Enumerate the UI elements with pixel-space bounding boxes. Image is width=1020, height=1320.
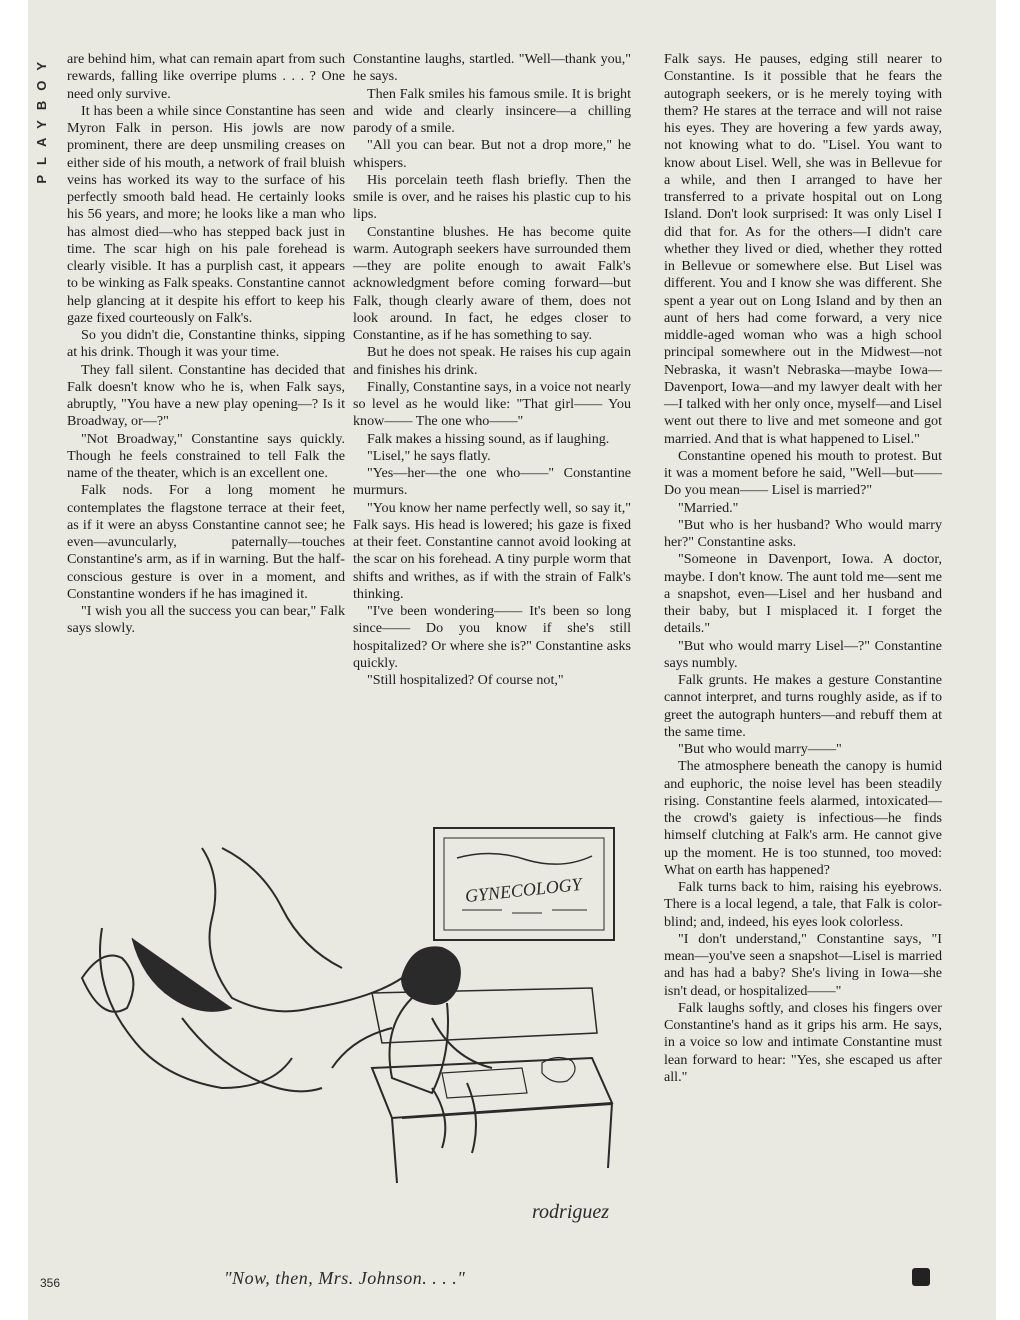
text-column-3	[664, 51, 942, 1086]
paragraph: Falk turns back to him, raising his eyebrows. There is a local legend, a tale, that Falk is color-blind; and, indeed, his eyes look colorless.	[664, 879, 942, 930]
paragraph: Falk says. He pauses, edging still nearer to Constantine. Is it possible that he fears the autograph seekers, or is he merely toying with them? He stares at the terrace and will not raise his eyes. They are hovering a few yards away, not knowing what to do. "Lisel. You want to know about Lisel. Well, she was in Bellevue for a while, and then I arranged to have her transferred to a private hospital out on Long Island. Don't look surprised: It was only Lisel I did that for. As for the others—I didn't care whether they lived or died, whether they rotted in Bellevue or somewhere else. But Lisel was different. You and I know she was different. She spent a year out on Long Island and by then an aunt of hers had come forward, a very nice middle-aged woman who was a high school principal somewhere out in the Midwest—not Nebraska, it wasn't Nebraska—maybe Iowa—Davenport, Iowa—and my lawyer dealt with her—I talked with her only once, myself—and Lisel went out there to live and met someone and got married. And that is what happened to Lisel."	[664, 51, 942, 447]
patient-figure	[82, 848, 402, 1091]
paragraph: "I wish you all the success you can bear," Falk says slowly.	[67, 603, 345, 637]
magazine-page	[28, 0, 996, 1320]
paragraph: His porcelain teeth flash briefly. Then the smile is over, and he raises his plastic cup to his lips.	[353, 171, 631, 223]
paragraph: "But who would marry——"	[678, 741, 842, 757]
masthead: PLAYBOY	[34, 52, 49, 184]
playboy-bunny-logo-icon	[912, 1268, 930, 1286]
paragraph: Falk nods. For a long moment he contemplates the flagstone terrace at their feet, as if it were an abyss Constantine cannot see; he even—avuncularly, paternally—touches Constantine's arm, as if in warning. But the half-conscious gesture is over in a moment, and Constantine wonders if he has imagined it.	[67, 482, 345, 602]
paragraph: "All you can bear. But not a drop more," he whispers.	[353, 137, 631, 171]
paragraph: So you didn't die, Constantine thinks, sipping at his drink. Though it was your time.	[67, 327, 345, 361]
cartoon-illustration	[72, 818, 652, 1258]
paragraph: "I've been wondering—— It's been so long since—— Do you know if she's still hospitalized? Or where she is?" Constantine asks quickly.	[353, 603, 631, 671]
paragraph: Then Falk smiles his famous smile. It is bright and wide and clearly insincere—a chilling parody of a smile.	[353, 85, 631, 136]
text-column-2	[353, 51, 631, 689]
paragraph: Falk grunts. He makes a gesture Constantine cannot interpret, and turns roughly aside, as if to greet the autograph hunters—and rebuff them at the same time.	[664, 672, 942, 740]
paragraph: Falk makes a hissing sound, as if laughing.	[367, 430, 610, 447]
paragraph: Constantine laughs, startled. "Well—thank you," he says.	[353, 51, 631, 85]
doctor-figure	[332, 947, 597, 1153]
desk	[372, 1057, 612, 1183]
paragraph: "Still hospitalized? Of course not,"	[367, 672, 564, 688]
paragraph: They fall silent. Constantine has decided that Falk doesn't know who he is, when Falk says, abruptly, "You have a new play opening—? Is it Broadway, or—?"	[67, 361, 345, 430]
text-column-1	[67, 51, 345, 638]
sign-text: GYNECOLOGY	[464, 873, 583, 907]
paragraph: "Yes—her—the one who——" Constantine murmurs.	[353, 465, 631, 499]
paragraph: But he does not speak. He raises his cup again and finishes his drink.	[353, 344, 631, 378]
paragraph: Constantine blushes. He has become quite warm. Autograph seekers have surrounded them—they are polite enough to await Falk's acknowledgment before coming forward—but Falk, though clearly aware of them, does not look around. In fact, he edges closer to Constantine, as if he has something to say.	[353, 223, 631, 343]
paragraph: "Married."	[678, 499, 739, 516]
paragraph: The atmosphere beneath the canopy is humid and euphoric, the noise level has been steadily rising. Constantine feels alarmed, intoxicated—the crowd's gaiety is infectious—he finds himself clutching at Falk's arm. He cannot give up the moment. He is too stunned, too moved: What on earth has happened?	[664, 758, 942, 878]
artist-signature: rodriguez	[532, 1201, 610, 1223]
paragraph: Falk laughs softly, and closes his fingers over Constantine's hand as it grips his arm. He says, in a voice so low and intimate Constantine must lean forward to hear: "Yes, she escaped us after all."	[664, 999, 942, 1085]
cartoon-caption: "Now, then, Mrs. Johnson. . . ."	[224, 1268, 466, 1288]
paragraph: Constantine opened his mouth to protest. But it was a moment before he said, "Well—but—— Do you mean—— Lisel is married?"	[664, 447, 942, 499]
paragraph: "I don't understand," Constantine says, "I mean—you've seen a snapshot—Lisel is married and has had a baby? She's living in Iowa—she isn't dead, or hospitalized——"	[664, 930, 942, 999]
paragraph: are behind him, what can remain apart from such rewards, falling like overripe plums . . . ? One need only survive.	[67, 51, 345, 102]
paragraph: "Someone in Davenport, Iowa. A doctor, maybe. I don't know. The aunt told me—sent me a snapshot, even—Lisel and her husband and their baby, but I misplaced it. I forget the details."	[664, 551, 942, 637]
paragraph: "Lisel," he says flatly.	[367, 447, 491, 464]
paragraph: Finally, Constantine says, in a voice not nearly so level as he would like: "That girl—— You know—— The one who——"	[353, 378, 631, 430]
paragraph: "Not Broadway," Constantine says quickly. Though he feels constrained to tell Falk the name of the theater, which is an excellent one.	[67, 430, 345, 481]
paragraph: "But who would marry Lisel—?" Constantine says numbly.	[664, 637, 942, 671]
page-number: 356	[40, 1276, 61, 1290]
paragraph: It has been a while since Constantine has seen Myron Falk in person. His jowls are now prominent, there are deep unsmiling creases on either side of his mouth, a network of frail bluish veins has worked its way to the surface of his perfectly smooth bald head. He certainly looks his 56 years, and more; he looks like a man who has almost died—who has stepped back just in time. The scar high on his pale forehead is clearly visible. It has a purplish cast, it appears to be winking as Falk speaks. Constantine cannot help glancing at it despite his effort to keep his gaze fixed courteously on Falk's.	[67, 102, 345, 326]
paragraph: "But who is her husband? Who would marry her?" Constantine asks.	[664, 516, 942, 550]
paragraph: "You know her name perfectly well, so say it," Falk says. His head is lowered; his gaze is fixed at their feet. Constantine cannot avoid looking at the scar on his forehead. A tiny purple worm that shifts and writhes, as if with the strain of Falk's thinking.	[353, 499, 631, 602]
